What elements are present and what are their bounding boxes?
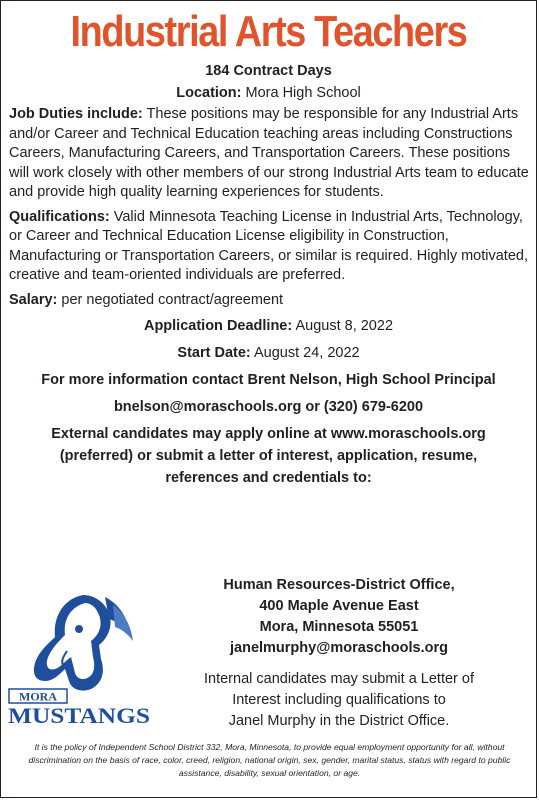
- mustang-head-icon: [34, 595, 133, 691]
- start-date-value: August 24, 2022: [253, 345, 360, 361]
- address-line-1: Human Resources-District Office,: [223, 577, 455, 593]
- equal-opportunity-policy: It is the policy of Independent School District 332, Mora, Minnesota, to provide equal employment opportunity for all, without discrimination on the basis of race, color, creed, religion, national origin, sex, gender, marital status, status with regard to public assistance, disability, sexual orientation, or age.: [28, 742, 511, 778]
- job-duties-paragraph: [9, 105, 530, 203]
- logo-mora-text: MORA: [19, 689, 57, 704]
- job-duties-label: Job Duties include:: [9, 106, 143, 122]
- job-duties-text: These positions may be responsible for any Industrial Arts and/or Career and Technical Education teaching areas including Constructions Careers, Manufacturing Careers, and Transportation Careers. These positions will work closely with other members of our strong Industrial Arts team to educate and provide high quality learning experiences for students.: [9, 106, 529, 200]
- posting-title: Industrial Arts Teachers: [70, 7, 467, 56]
- internal-candidates: [169, 669, 509, 732]
- location-line: [1, 82, 536, 104]
- start-date-label: Start Date:: [177, 345, 251, 361]
- internal-line-3: Janel Murphy in the District Office.: [228, 713, 450, 729]
- internal-line-1: Internal candidates may submit a Letter of: [203, 671, 474, 687]
- address-line-3: Mora, Minnesota 55051: [259, 619, 419, 635]
- salary-value: per negotiated contract/agreement: [61, 291, 284, 308]
- deadline-label: Application Deadline:: [143, 318, 293, 334]
- salary-label: Salary:: [9, 291, 58, 308]
- address-line-2: 400 Maple Avenue East: [259, 598, 419, 614]
- external-candidates: External candidates may apply online at www.moraschools.org (preferred) or submit a letter of interest, application, resume, references and credentials to:: [51, 426, 486, 486]
- contact-line: For more information contact Brent Nelson, High School Principal: [41, 372, 496, 388]
- mora-mustangs-logo: [5, 589, 155, 731]
- start-date-line: [1, 342, 536, 364]
- location-value: Mora High School: [245, 85, 361, 101]
- qualifications-paragraph: [9, 208, 530, 286]
- qualifications-text: Valid Minnesota Teaching License in Industrial Arts, Technology, or Career and Technical Education License eligibility in Construction, Manufacturing or Transportation Careers, or similar is required. Highly motivated, creative and team-oriented individuals are preferred.: [9, 208, 528, 283]
- contract-days: 184 Contract Days: [205, 63, 332, 79]
- salary-line: [9, 291, 530, 311]
- internal-line-2: Interest including qualifications to: [232, 692, 446, 708]
- deadline-line: [1, 315, 536, 337]
- location-label: Location:: [176, 85, 242, 101]
- contact-details: bnelson@moraschools.org or (320) 679-6200: [113, 399, 424, 415]
- qualifications-label: Qualifications:: [9, 208, 110, 225]
- deadline-value: August 8, 2022: [295, 318, 394, 334]
- address-email: janelmurphy@moraschools.org: [230, 640, 448, 656]
- logo-mustangs-text: MUSTANGS: [8, 703, 150, 728]
- mailing-address: [169, 575, 509, 659]
